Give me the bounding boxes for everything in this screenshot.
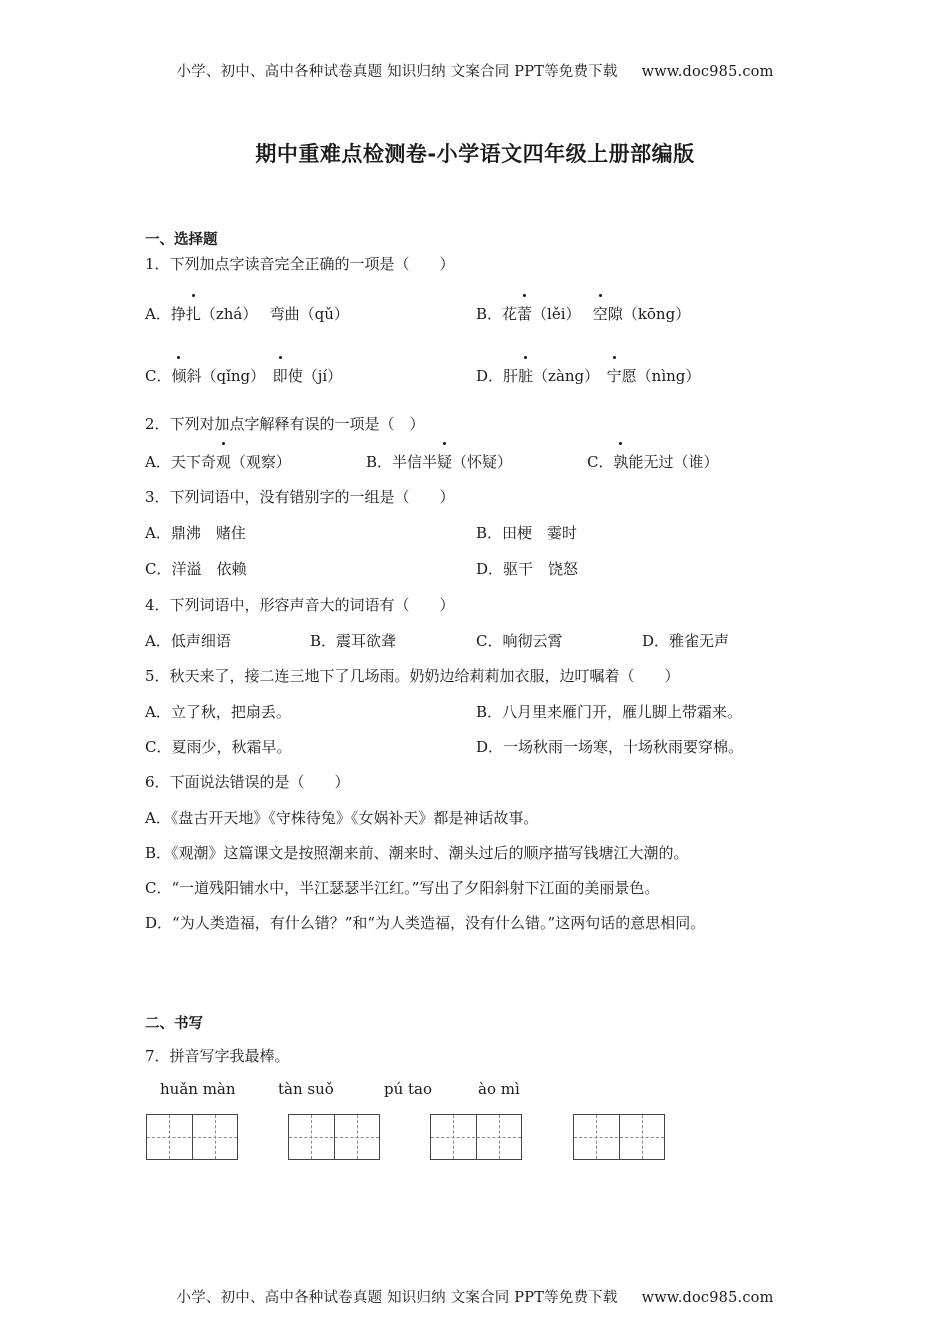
pinyin-label: pú tao [384, 1080, 433, 1098]
q3-stem: 3．下列词语中，没有错别字的一组是（ ） [145, 488, 455, 506]
q1-option-c[interactable]: C．倾斜（qǐng） 即使（jí） [145, 367, 343, 385]
section-writing-heading: 二、书写 [145, 1016, 203, 1032]
writing-grid[interactable] [430, 1114, 522, 1160]
q2-stem: 2．下列对加点字解释有误的一项是（ ） [145, 415, 425, 433]
q6-option-b[interactable]: B．《观潮》这篇课文是按照潮来前、潮来时、潮头过后的顺序描写钱塘江大潮的。 [145, 844, 689, 862]
page-title: 期中重难点检测卷-小学语文四年级上册部编版 [255, 142, 695, 166]
section-choice-heading: 一、选择题 [145, 232, 218, 248]
pinyin-label: ào mì [478, 1080, 520, 1098]
q2-option-a[interactable]: A．天下奇观（观察） [145, 453, 291, 471]
q5-option-d[interactable]: D．一场秋雨一场寒，十场秋雨要穿棉。 [476, 738, 744, 756]
q1-option-b[interactable]: B．花蕾（lěi） 空隙（kōng） [476, 305, 691, 323]
q3-option-d[interactable]: D．驱干 饶怒 [476, 560, 579, 578]
plain-char: 曲 [284, 305, 300, 323]
q4-option-a[interactable]: A．低声细语 [145, 632, 231, 650]
footer-url[interactable]: www.doc985.com [641, 1290, 774, 1306]
q6-option-d[interactable]: D．“为人类造福，有什么错？”和“为人类造福，没有什么错。”这两句话的意思相同。 [145, 914, 706, 932]
dotted-char: 扎 [185, 305, 201, 323]
header-url[interactable]: www.doc985.com [641, 64, 774, 80]
q3-option-a[interactable]: A．鼎沸 赌住 [145, 524, 246, 542]
q5-stem: 5．秋天来了，接二连三地下了几场雨。奶奶边给莉莉加衣服，边叮嘱着（ ） [145, 667, 680, 685]
dotted-char: 空 [592, 305, 608, 323]
page-footer [0, 1286, 950, 1307]
dotted-char: 宁 [606, 367, 622, 385]
q3-option-c[interactable]: C．洋溢 依赖 [145, 560, 247, 578]
q4-option-b[interactable]: B．震耳欲聋 [310, 632, 397, 650]
dotted-char: 倾 [171, 367, 187, 385]
dotted-char: 疑 [437, 453, 453, 471]
footer-text: 小学、初中、高中各种试卷真题 知识归纳 文案合同 PPT等免费下载 [176, 1290, 618, 1306]
q3-option-b[interactable]: B．田梗 霎时 [476, 524, 578, 542]
q2-option-c[interactable]: C．孰能无过（谁） [587, 453, 719, 471]
q6-option-a[interactable]: A．《盘古开天地》《守株待兔》《女娲补天》都是神话故事。 [145, 809, 539, 827]
q5-option-c[interactable]: C．夏雨少，秋霜早。 [145, 738, 292, 756]
q4-option-d[interactable]: D．雅雀无声 [642, 632, 730, 650]
writing-grid[interactable] [288, 1114, 380, 1160]
q6-stem: 6．下面说法错误的是（ ） [145, 773, 350, 791]
q4-option-c[interactable]: C．响彻云霄 [476, 632, 563, 650]
writing-grid[interactable] [146, 1114, 238, 1160]
q7-stem: 7．拼音写字我最棒。 [145, 1047, 290, 1065]
pinyin-label: huǎn màn [160, 1080, 236, 1098]
q2-option-b[interactable]: B．半信半疑（怀疑） [366, 453, 513, 471]
page-header [0, 60, 950, 81]
dotted-char: 孰 [613, 453, 629, 471]
q4-stem: 4．下列词语中，形容声音大的词语有（ ） [145, 596, 455, 614]
q1-option-d[interactable]: D．肝脏（zàng） 宁愿（nìng） [476, 367, 701, 385]
q1-option-a[interactable]: A．挣扎（zhá） 弯曲（qǔ） [145, 305, 349, 323]
writing-grid[interactable] [573, 1114, 665, 1160]
q5-option-a[interactable]: A．立了秋，把扇丢。 [145, 703, 291, 721]
q1-stem: 1．下列加点字读音完全正确的一项是（ ） [145, 255, 455, 273]
dotted-char: 蕾 [517, 305, 533, 323]
dotted-char: 观 [215, 453, 231, 471]
q5-option-b[interactable]: B．八月里来雁门开，雁儿脚上带霜来。 [476, 703, 743, 721]
q6-option-c[interactable]: C．“一道残阳铺水中，半江瑟瑟半江红。”写出了夕阳斜射下江面的美丽景色。 [145, 879, 660, 897]
dotted-char: 脏 [518, 367, 534, 385]
dotted-char: 即 [272, 367, 288, 385]
header-text: 小学、初中、高中各种试卷真题 知识归纳 文案合同 PPT等免费下载 [176, 64, 618, 80]
pinyin-label: tàn suǒ [278, 1080, 334, 1098]
